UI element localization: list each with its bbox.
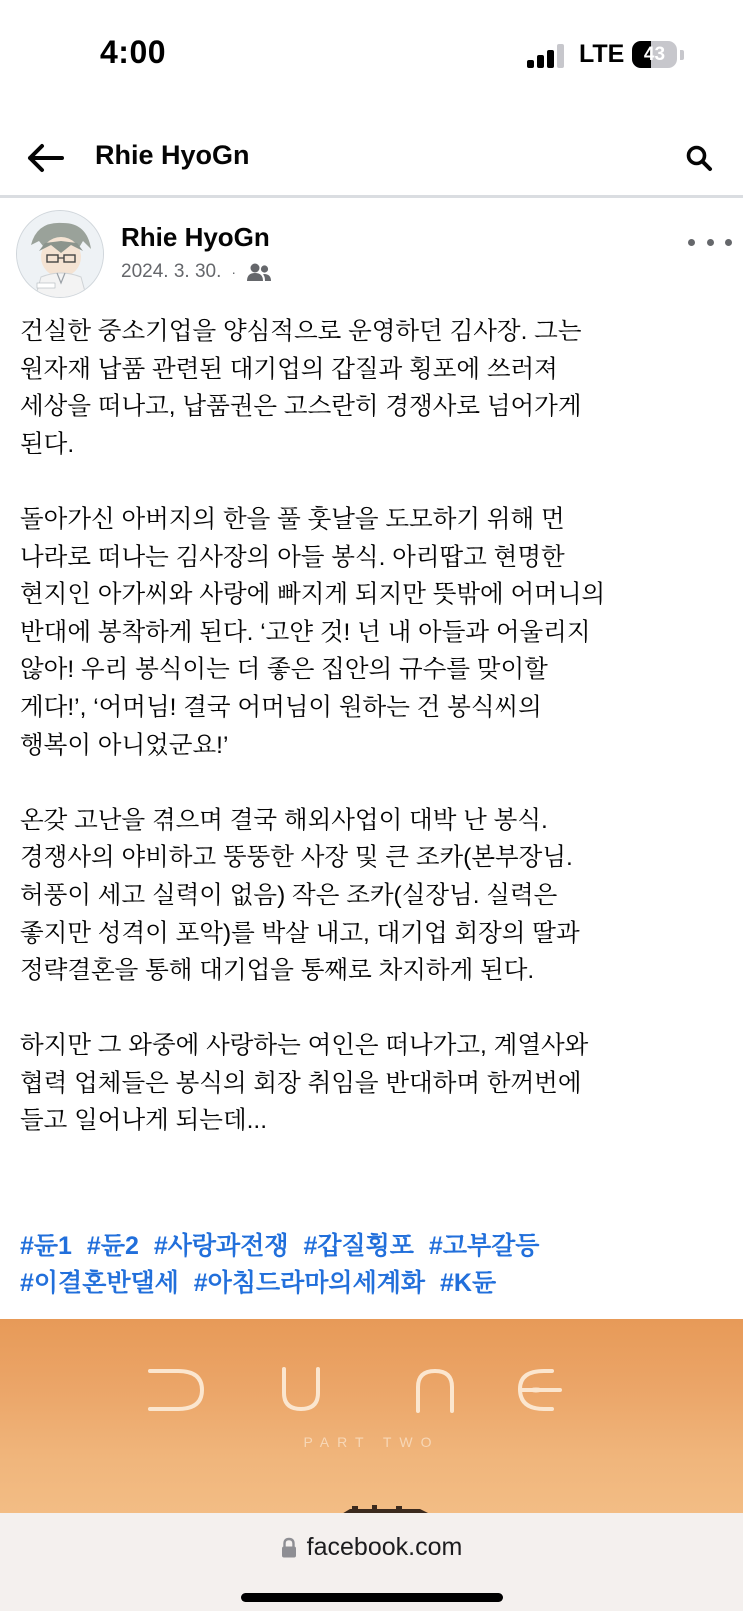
more-horizontal-icon (688, 239, 695, 246)
text-line: 정략결혼을 통해 대기업을 통째로 차지하게 된다. (20, 957, 535, 985)
post-author-name[interactable]: Rhie HyoGn (121, 222, 270, 252)
text-line: 않아! 우리 봉식이는 더 좋은 집안의 규수를 맞이할 (20, 656, 548, 684)
text-line: 된다. (20, 430, 75, 458)
more-options-button[interactable] (688, 232, 732, 252)
paragraph-gap (20, 463, 725, 501)
text-line: 건실한 중소기업을 양심적으로 운영하던 김사장. 그는 (20, 318, 582, 345)
url-text: facebook.com (306, 1533, 463, 1561)
lock-icon (281, 1537, 297, 1559)
avatar-illustration (17, 211, 104, 298)
hashtag-line (20, 1228, 725, 1265)
network-type: LTE (579, 40, 625, 68)
image-subtitle: PART TWO (303, 1434, 440, 1450)
battery-tip (680, 50, 684, 60)
hashtag-link[interactable]: #K듄 (439, 1269, 497, 1297)
post-date[interactable]: 2024. 3. 30. (121, 261, 222, 282)
back-button[interactable] (22, 136, 70, 180)
friends-icon[interactable] (246, 262, 272, 282)
search-button[interactable] (676, 136, 722, 180)
hashtag-link[interactable]: #듄2 (86, 1232, 139, 1260)
avatar[interactable] (16, 210, 104, 298)
post-paragraph (20, 802, 725, 990)
search-icon (685, 144, 713, 172)
post-paragraph (20, 1027, 725, 1140)
hashtag-link[interactable]: #고부갈등 (428, 1232, 540, 1260)
text-line: 원자재 납품 관련된 대기업의 갑질과 횡포에 쓰러져 (20, 355, 558, 383)
text-line: 경쟁사의 야비하고 뚱뚱한 사장 및 큰 조카(본부장님. (20, 844, 573, 872)
text-line: 온갖 고난을 겪으며 결국 해외사업이 대박 난 봉식. (20, 806, 548, 834)
battery-icon (632, 41, 677, 68)
hashtag-line (20, 1265, 725, 1302)
status-bar (0, 0, 743, 110)
status-time: 4:00 (100, 34, 167, 70)
text-line: 하지만 그 와중에 사랑하는 여인은 떠나가고, 계열사와 (20, 1032, 589, 1060)
post-paragraph (20, 501, 725, 764)
post-text (20, 313, 725, 1140)
paragraph-gap (20, 990, 725, 1028)
paragraph-gap (20, 764, 725, 802)
text-line: 돌아가신 아버지의 한을 풀 훗날을 도모하기 위해 먼 (20, 505, 565, 533)
signal-strength-icon (527, 44, 567, 68)
text-line: 좋지만 성격이 포악)를 박살 내고, 대기업 회장의 딸과 (20, 919, 580, 947)
text-line: 행복이 아니었군요!’ (20, 731, 229, 759)
text-line: 협력 업체들은 봉식의 회장 취임을 반대하며 한꺼번에 (20, 1069, 582, 1097)
page-header (0, 118, 743, 198)
post-image[interactable] (0, 1319, 743, 1515)
text-line: 허풍이 세고 실력이 없음) 작은 조카(실장님. 실력은 (20, 881, 558, 909)
hashtag-link[interactable]: #듄1 (20, 1232, 72, 1260)
meta-separator: · (231, 264, 237, 280)
text-line: 나라로 떠나는 김사장의 아들 봉식. 아리땁고 현명한 (20, 543, 565, 571)
text-line: 들고 일어나게 되는데... (20, 1107, 268, 1135)
hashtag-link[interactable]: #이결혼반댈세 (20, 1269, 179, 1297)
post-meta (121, 261, 272, 283)
browser-toolbar (0, 1513, 743, 1611)
hashtag-list (20, 1228, 725, 1302)
home-indicator[interactable] (241, 1593, 503, 1602)
post-paragraph (20, 313, 725, 463)
address-bar[interactable] (0, 1533, 743, 1562)
text-line: 게다!’, ‘어머님! 결국 어머님이 원하는 건 봉식씨의 (20, 693, 542, 721)
dune-title-logo (0, 1319, 743, 1515)
hashtag-link[interactable]: #아침드라마의세계화 (193, 1269, 426, 1297)
post-header (0, 208, 743, 298)
page-title: Rhie HyoGn (95, 140, 250, 170)
battery-percentage: 43 (643, 44, 666, 65)
text-line: 세상을 떠나고, 납품권은 고스란히 경쟁사로 넘어가게 (20, 393, 582, 421)
arrow-left-icon (26, 143, 66, 173)
text-line: 반대에 봉착하게 된다. ‘고얀 것! 넌 내 아들과 어울리지 (20, 618, 591, 646)
hashtag-link[interactable]: #사랑과전쟁 (153, 1232, 289, 1260)
text-line: 현지인 아가씨와 사랑에 빠지게 되지만 뜻밖에 어머니의 (20, 581, 606, 609)
hashtag-link[interactable]: #갑질횡포 (303, 1232, 414, 1260)
